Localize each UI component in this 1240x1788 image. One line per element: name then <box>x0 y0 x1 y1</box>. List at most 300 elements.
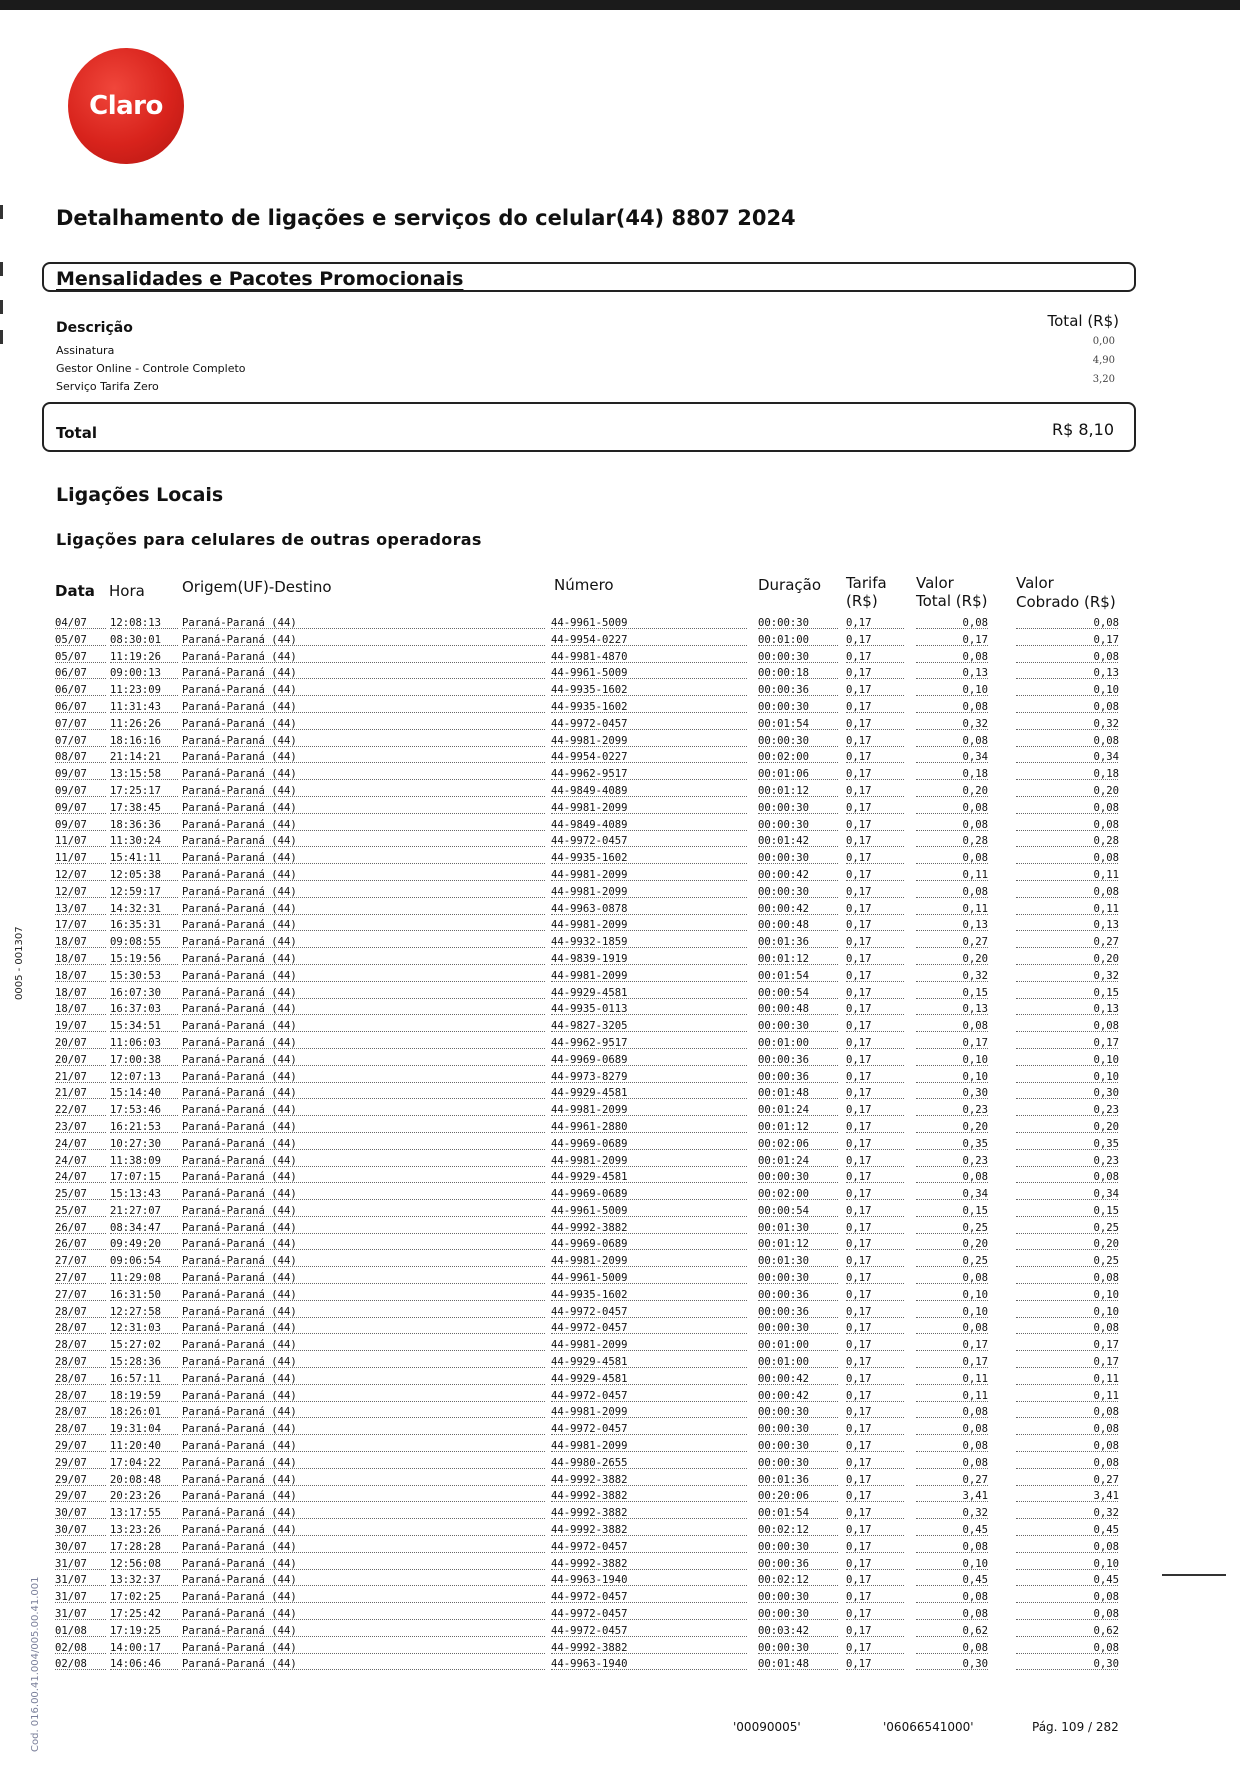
cell-valor-cobrado: 0,11 <box>1093 1372 1119 1385</box>
cell-duracao: 00:01:00 <box>758 1356 810 1369</box>
table-row <box>0 1236 1240 1253</box>
table-row <box>0 1438 1240 1455</box>
cell-origem: Paraná-Paraná (44) <box>182 1288 297 1301</box>
cell-origem: Paraná-Paraná (44) <box>182 1440 297 1453</box>
cell-duracao: 00:01:24 <box>758 1104 810 1117</box>
cell-duracao: 00:00:54 <box>758 1204 810 1217</box>
cell-origem: Paraná-Paraná (44) <box>182 667 297 680</box>
cell-valor-total: 0,08 <box>962 1456 988 1469</box>
cell-tarifa: 0,17 <box>846 1406 872 1419</box>
cell-valor-cobrado: 0,18 <box>1093 768 1119 781</box>
cell-data: 28/07 <box>55 1389 87 1402</box>
cell-duracao: 00:01:12 <box>758 952 810 965</box>
cell-hora: 09:00:13 <box>110 667 162 680</box>
cell-numero: 44-9973-8279 <box>551 1070 628 1083</box>
cell-hora: 14:06:46 <box>110 1658 162 1671</box>
scan-edge-mark <box>0 205 3 219</box>
cell-numero: 44-9981-4870 <box>551 650 628 663</box>
table-row <box>0 1186 1240 1203</box>
table-row <box>0 1035 1240 1052</box>
cell-hora: 17:25:17 <box>110 784 162 797</box>
cell-numero: 44-9935-1602 <box>551 700 628 713</box>
cell-data: 09/07 <box>55 818 87 831</box>
cell-duracao: 00:00:30 <box>758 1423 810 1436</box>
cell-origem: Paraná-Paraná (44) <box>182 835 297 848</box>
cell-duracao: 00:00:36 <box>758 684 810 697</box>
cell-duracao: 00:00:36 <box>758 1305 810 1318</box>
cell-duracao: 00:01:12 <box>758 784 810 797</box>
cell-valor-cobrado: 0,08 <box>1093 1591 1119 1604</box>
table-row <box>0 1253 1240 1270</box>
cell-valor-cobrado: 0,10 <box>1093 684 1119 697</box>
cell-tarifa: 0,17 <box>846 1540 872 1553</box>
footer-code-b: '06066541000' <box>883 1720 974 1734</box>
cell-valor-total: 0,20 <box>962 952 988 965</box>
cell-valor-cobrado: 0,08 <box>1093 1440 1119 1453</box>
table-row <box>0 632 1240 649</box>
cell-hora: 21:14:21 <box>110 751 162 764</box>
calls-table-body <box>0 615 1240 1673</box>
cell-tarifa: 0,17 <box>846 952 872 965</box>
cell-data: 23/07 <box>55 1120 87 1133</box>
cell-duracao: 00:01:30 <box>758 1221 810 1234</box>
cell-numero: 44-9972-0457 <box>551 1540 628 1553</box>
table-row <box>0 1153 1240 1170</box>
cell-duracao: 00:00:30 <box>758 1456 810 1469</box>
table-row <box>0 1052 1240 1069</box>
cell-valor-total: 0,17 <box>962 633 988 646</box>
cell-origem: Paraná-Paraná (44) <box>182 1087 297 1100</box>
cell-tarifa: 0,17 <box>846 835 872 848</box>
cell-duracao: 00:01:42 <box>758 835 810 848</box>
cell-tarifa: 0,17 <box>846 885 872 898</box>
cell-hora: 17:07:15 <box>110 1171 162 1184</box>
cell-duracao: 00:00:30 <box>758 1440 810 1453</box>
table-row <box>0 1488 1240 1505</box>
cell-origem: Paraná-Paraná (44) <box>182 936 297 949</box>
cell-data: 31/07 <box>55 1574 87 1587</box>
cell-numero: 44-9929-4581 <box>551 1171 628 1184</box>
cell-valor-total: 0,34 <box>962 1188 988 1201</box>
claro-logo <box>68 48 184 164</box>
cell-tarifa: 0,17 <box>846 1305 872 1318</box>
cell-valor-cobrado: 0,10 <box>1093 1305 1119 1318</box>
cell-origem: Paraná-Paraná (44) <box>182 784 297 797</box>
cell-origem: Paraná-Paraná (44) <box>182 1255 297 1268</box>
cell-origem: Paraná-Paraná (44) <box>182 1339 297 1352</box>
cell-valor-cobrado: 0,20 <box>1093 1238 1119 1251</box>
cell-data: 13/07 <box>55 902 87 915</box>
col-header-tarifa: Tarifa <box>846 574 887 592</box>
cell-origem: Paraná-Paraná (44) <box>182 919 297 932</box>
cell-numero: 44-9992-3882 <box>551 1641 628 1654</box>
cell-valor-cobrado: 0,45 <box>1093 1524 1119 1537</box>
cell-valor-cobrado: 0,08 <box>1093 1171 1119 1184</box>
cell-duracao: 00:01:12 <box>758 1120 810 1133</box>
cell-numero: 44-9981-2099 <box>551 868 628 881</box>
cell-duracao: 00:03:42 <box>758 1624 810 1637</box>
cell-valor-total: 0,08 <box>962 885 988 898</box>
cell-data: 29/07 <box>55 1473 87 1486</box>
cell-hora: 12:27:58 <box>110 1305 162 1318</box>
cell-valor-total: 0,08 <box>962 852 988 865</box>
cell-valor-total: 0,15 <box>962 1204 988 1217</box>
cell-numero: 44-9972-0457 <box>551 1423 628 1436</box>
cell-data: 08/07 <box>55 751 87 764</box>
cell-numero: 44-9954-0227 <box>551 633 628 646</box>
cell-data: 27/07 <box>55 1272 87 1285</box>
cell-valor-total: 0,20 <box>962 1120 988 1133</box>
cell-tarifa: 0,17 <box>846 902 872 915</box>
cell-data: 26/07 <box>55 1238 87 1251</box>
cell-origem: Paraná-Paraná (44) <box>182 700 297 713</box>
cell-numero: 44-9992-3882 <box>551 1473 628 1486</box>
cell-data: 31/07 <box>55 1557 87 1570</box>
cell-valor-total: 0,25 <box>962 1221 988 1234</box>
cell-numero: 44-9981-2099 <box>551 1104 628 1117</box>
cell-duracao: 00:00:30 <box>758 1608 810 1621</box>
cell-data: 09/07 <box>55 768 87 781</box>
table-row <box>0 1388 1240 1405</box>
cell-hora: 09:49:20 <box>110 1238 162 1251</box>
cell-duracao: 00:20:06 <box>758 1490 810 1503</box>
table-row <box>0 665 1240 682</box>
table-row <box>0 615 1240 632</box>
cell-valor-total: 0,32 <box>962 1507 988 1520</box>
table-row <box>0 1656 1240 1673</box>
cell-duracao: 00:00:30 <box>758 1272 810 1285</box>
cell-hora: 12:05:38 <box>110 868 162 881</box>
cell-hora: 17:53:46 <box>110 1104 162 1117</box>
table-row <box>0 917 1240 934</box>
cell-hora: 16:21:53 <box>110 1120 162 1133</box>
table-row <box>0 1455 1240 1472</box>
cell-valor-total: 0,10 <box>962 684 988 697</box>
cell-hora: 13:15:58 <box>110 768 162 781</box>
cell-valor-total: 0,10 <box>962 1305 988 1318</box>
cell-valor-total: 0,08 <box>962 617 988 629</box>
cell-duracao: 00:02:12 <box>758 1574 810 1587</box>
cell-duracao: 00:00:36 <box>758 1288 810 1301</box>
cell-hora: 20:23:26 <box>110 1490 162 1503</box>
cell-duracao: 00:00:36 <box>758 1557 810 1570</box>
cell-origem: Paraná-Paraná (44) <box>182 1120 297 1133</box>
cell-valor-total: 3,41 <box>962 1490 988 1503</box>
cell-valor-total: 0,32 <box>962 717 988 730</box>
cell-tarifa: 0,17 <box>846 1272 872 1285</box>
table-row <box>0 1119 1240 1136</box>
table-row <box>0 1421 1240 1438</box>
cell-duracao: 00:00:30 <box>758 617 810 629</box>
cell-hora: 13:32:37 <box>110 1574 162 1587</box>
cell-duracao: 00:00:48 <box>758 919 810 932</box>
scan-top-edge <box>0 0 1240 10</box>
col-header-origem: Origem(UF)-Destino <box>182 578 332 596</box>
page-number: Pág. 109 / 282 <box>1032 1720 1119 1734</box>
cell-tarifa: 0,17 <box>846 1356 872 1369</box>
cell-data: 01/08 <box>55 1624 87 1637</box>
cell-tarifa: 0,17 <box>846 818 872 831</box>
cell-duracao: 00:00:30 <box>758 1540 810 1553</box>
cell-data: 24/07 <box>55 1154 87 1167</box>
table-row <box>0 833 1240 850</box>
cell-valor-total: 0,17 <box>962 1356 988 1369</box>
cell-numero: 44-9981-2099 <box>551 1255 628 1268</box>
cell-duracao: 00:00:42 <box>758 868 810 881</box>
table-row <box>0 1270 1240 1287</box>
cell-tarifa: 0,17 <box>846 1070 872 1083</box>
side-batch-code: 0005 - 001307 <box>14 926 25 1000</box>
cell-valor-total: 0,17 <box>962 1339 988 1352</box>
table-row <box>0 716 1240 733</box>
cell-valor-cobrado: 0,08 <box>1093 1423 1119 1436</box>
cell-valor-total: 0,08 <box>962 801 988 814</box>
cell-valor-cobrado: 0,23 <box>1093 1154 1119 1167</box>
cell-numero: 44-9963-1940 <box>551 1658 628 1671</box>
table-row <box>0 1354 1240 1371</box>
cell-hora: 12:31:03 <box>110 1322 162 1335</box>
cell-data: 28/07 <box>55 1339 87 1352</box>
cell-valor-cobrado: 0,08 <box>1093 1641 1119 1654</box>
cell-numero: 44-9981-2099 <box>551 801 628 814</box>
cell-duracao: 00:02:00 <box>758 751 810 764</box>
cell-tarifa: 0,17 <box>846 1221 872 1234</box>
cell-valor-cobrado: 0,17 <box>1093 1356 1119 1369</box>
cell-valor-total: 0,08 <box>962 1322 988 1335</box>
table-row <box>0 1304 1240 1321</box>
cell-data: 09/07 <box>55 801 87 814</box>
cell-numero: 44-9961-5009 <box>551 1272 628 1285</box>
cell-valor-cobrado: 0,32 <box>1093 1507 1119 1520</box>
cell-origem: Paraná-Paraná (44) <box>182 1507 297 1520</box>
table-row <box>0 1203 1240 1220</box>
cell-duracao: 00:01:00 <box>758 633 810 646</box>
cell-valor-cobrado: 0,28 <box>1093 835 1119 848</box>
cell-numero: 44-9962-9517 <box>551 1036 628 1049</box>
cell-duracao: 00:00:30 <box>758 1171 810 1184</box>
cell-numero: 44-9969-0689 <box>551 1238 628 1251</box>
mensalidade-item-value: 0,00 <box>1092 336 1115 347</box>
cell-origem: Paraná-Paraná (44) <box>182 1389 297 1402</box>
cell-hora: 11:23:09 <box>110 684 162 697</box>
cell-data: 21/07 <box>55 1087 87 1100</box>
cell-numero: 44-9972-0457 <box>551 717 628 730</box>
cell-valor-cobrado: 0,45 <box>1093 1574 1119 1587</box>
cell-valor-cobrado: 0,08 <box>1093 700 1119 713</box>
cell-hora: 11:06:03 <box>110 1036 162 1049</box>
cell-origem: Paraná-Paraná (44) <box>182 1406 297 1419</box>
cell-valor-total: 0,08 <box>962 1423 988 1436</box>
table-row <box>0 1572 1240 1589</box>
cell-tarifa: 0,17 <box>846 784 872 797</box>
cell-valor-cobrado: 0,08 <box>1093 1608 1119 1621</box>
cell-data: 18/07 <box>55 969 87 982</box>
cell-data: 28/07 <box>55 1322 87 1335</box>
cell-valor-total: 0,08 <box>962 1406 988 1419</box>
cell-data: 12/07 <box>55 885 87 898</box>
cell-tarifa: 0,17 <box>846 1188 872 1201</box>
cell-valor-total: 0,10 <box>962 1288 988 1301</box>
cell-hora: 18:19:59 <box>110 1389 162 1402</box>
cell-valor-cobrado: 0,13 <box>1093 919 1119 932</box>
cell-origem: Paraná-Paraná (44) <box>182 1372 297 1385</box>
cell-origem: Paraná-Paraná (44) <box>182 1221 297 1234</box>
cell-hora: 08:34:47 <box>110 1221 162 1234</box>
cell-data: 30/07 <box>55 1540 87 1553</box>
table-row <box>0 1640 1240 1657</box>
cell-duracao: 00:00:30 <box>758 734 810 747</box>
cell-tarifa: 0,17 <box>846 1423 872 1436</box>
cell-data: 28/07 <box>55 1423 87 1436</box>
cell-tarifa: 0,17 <box>846 650 872 663</box>
table-row <box>0 699 1240 716</box>
cell-tarifa: 0,17 <box>846 1524 872 1537</box>
cell-duracao: 00:01:36 <box>758 936 810 949</box>
cell-duracao: 00:00:30 <box>758 1020 810 1033</box>
table-row <box>0 1220 1240 1237</box>
cell-valor-total: 0,30 <box>962 1658 988 1671</box>
cell-origem: Paraná-Paraná (44) <box>182 1591 297 1604</box>
cell-numero: 44-9992-3882 <box>551 1490 628 1503</box>
cell-numero: 44-9839-1919 <box>551 952 628 965</box>
col-header-tarifa-unit: (R$) <box>846 592 878 610</box>
cell-hora: 17:04:22 <box>110 1456 162 1469</box>
col-header-valor-total-unit: Total (R$) <box>916 592 988 610</box>
cell-hora: 16:57:11 <box>110 1372 162 1385</box>
cell-origem: Paraná-Paraná (44) <box>182 1540 297 1553</box>
cell-tarifa: 0,17 <box>846 1339 872 1352</box>
cell-valor-total: 0,11 <box>962 1372 988 1385</box>
scan-margin-mark <box>1162 1574 1226 1576</box>
cell-tarifa: 0,17 <box>846 1171 872 1184</box>
cell-duracao: 00:01:54 <box>758 969 810 982</box>
cell-valor-cobrado: 0,20 <box>1093 784 1119 797</box>
cell-tarifa: 0,17 <box>846 1053 872 1066</box>
cell-numero: 44-9980-2655 <box>551 1456 628 1469</box>
cell-hora: 14:00:17 <box>110 1641 162 1654</box>
cell-data: 06/07 <box>55 667 87 680</box>
cell-duracao: 00:00:30 <box>758 818 810 831</box>
cell-origem: Paraná-Paraná (44) <box>182 1641 297 1654</box>
cell-numero: 44-9932-1859 <box>551 936 628 949</box>
table-row <box>0 800 1240 817</box>
cell-tarifa: 0,17 <box>846 1104 872 1117</box>
total-box <box>42 402 1136 452</box>
cell-numero: 44-9981-2099 <box>551 734 628 747</box>
cell-tarifa: 0,17 <box>846 1389 872 1402</box>
cell-duracao: 00:01:00 <box>758 1339 810 1352</box>
cell-origem: Paraná-Paraná (44) <box>182 868 297 881</box>
cell-tarifa: 0,17 <box>846 768 872 781</box>
cell-valor-cobrado: 0,11 <box>1093 902 1119 915</box>
cell-valor-cobrado: 0,17 <box>1093 633 1119 646</box>
cell-tarifa: 0,17 <box>846 919 872 932</box>
cell-hora: 11:20:40 <box>110 1440 162 1453</box>
cell-origem: Paraná-Paraná (44) <box>182 1238 297 1251</box>
cell-numero: 44-9827-3205 <box>551 1020 628 1033</box>
cell-hora: 15:28:36 <box>110 1356 162 1369</box>
cell-tarifa: 0,17 <box>846 1154 872 1167</box>
cell-numero: 44-9929-4581 <box>551 1372 628 1385</box>
cell-tarifa: 0,17 <box>846 1591 872 1604</box>
cell-origem: Paraná-Paraná (44) <box>182 885 297 898</box>
cell-origem: Paraná-Paraná (44) <box>182 902 297 915</box>
cell-valor-total: 0,13 <box>962 919 988 932</box>
cell-origem: Paraná-Paraná (44) <box>182 751 297 764</box>
cell-tarifa: 0,17 <box>846 936 872 949</box>
cell-hora: 20:08:48 <box>110 1473 162 1486</box>
cell-tarifa: 0,17 <box>846 1440 872 1453</box>
cell-valor-total: 0,27 <box>962 936 988 949</box>
cell-hora: 15:19:56 <box>110 952 162 965</box>
cell-origem: Paraná-Paraná (44) <box>182 717 297 730</box>
cell-numero: 44-9992-3882 <box>551 1557 628 1570</box>
table-row <box>0 1539 1240 1556</box>
cell-valor-cobrado: 0,32 <box>1093 717 1119 730</box>
col-header-hora: Hora <box>109 582 145 600</box>
cell-tarifa: 0,17 <box>846 1288 872 1301</box>
cell-hora: 17:25:42 <box>110 1608 162 1621</box>
cell-data: 29/07 <box>55 1490 87 1503</box>
cell-data: 27/07 <box>55 1255 87 1268</box>
cell-numero: 44-9992-3882 <box>551 1221 628 1234</box>
cell-valor-cobrado: 0,08 <box>1093 734 1119 747</box>
cell-origem: Paraná-Paraná (44) <box>182 1204 297 1217</box>
cell-tarifa: 0,17 <box>846 734 872 747</box>
table-row <box>0 682 1240 699</box>
cell-tarifa: 0,17 <box>846 1036 872 1049</box>
cell-duracao: 00:02:00 <box>758 1188 810 1201</box>
cell-hora: 13:17:55 <box>110 1507 162 1520</box>
cell-duracao: 00:01:54 <box>758 717 810 730</box>
cell-valor-cobrado: 0,34 <box>1093 1188 1119 1201</box>
cell-numero: 44-9972-0457 <box>551 1389 628 1402</box>
cell-origem: Paraná-Paraná (44) <box>182 1624 297 1637</box>
cell-valor-cobrado: 0,20 <box>1093 1120 1119 1133</box>
scan-edge-mark <box>0 300 3 314</box>
cell-valor-total: 0,10 <box>962 1070 988 1083</box>
table-row <box>0 1589 1240 1606</box>
cell-valor-cobrado: 0,10 <box>1093 1070 1119 1083</box>
cell-data: 28/07 <box>55 1305 87 1318</box>
cell-hora: 11:29:08 <box>110 1272 162 1285</box>
cell-origem: Paraná-Paraná (44) <box>182 768 297 781</box>
cell-valor-total: 0,10 <box>962 1557 988 1570</box>
cell-valor-total: 0,08 <box>962 1440 988 1453</box>
cell-origem: Paraná-Paraná (44) <box>182 1423 297 1436</box>
cell-hora: 12:07:13 <box>110 1070 162 1083</box>
cell-data: 05/07 <box>55 633 87 646</box>
cell-tarifa: 0,17 <box>846 667 872 680</box>
cell-hora: 15:34:51 <box>110 1020 162 1033</box>
cell-data: 04/07 <box>55 617 87 629</box>
cell-valor-total: 0,30 <box>962 1087 988 1100</box>
cell-duracao: 00:02:12 <box>758 1524 810 1537</box>
cell-data: 12/07 <box>55 868 87 881</box>
cell-numero: 44-9969-0689 <box>551 1188 628 1201</box>
cell-tarifa: 0,17 <box>846 717 872 730</box>
cell-origem: Paraná-Paraná (44) <box>182 801 297 814</box>
cell-hora: 14:32:31 <box>110 902 162 915</box>
cell-valor-total: 0,23 <box>962 1154 988 1167</box>
cell-valor-total: 0,23 <box>962 1104 988 1117</box>
cell-numero: 44-9962-9517 <box>551 768 628 781</box>
cell-valor-total: 0,11 <box>962 868 988 881</box>
cell-hora: 17:28:28 <box>110 1540 162 1553</box>
cell-numero: 44-9981-2099 <box>551 1339 628 1352</box>
cell-valor-cobrado: 0,08 <box>1093 885 1119 898</box>
cell-duracao: 00:00:36 <box>758 1070 810 1083</box>
